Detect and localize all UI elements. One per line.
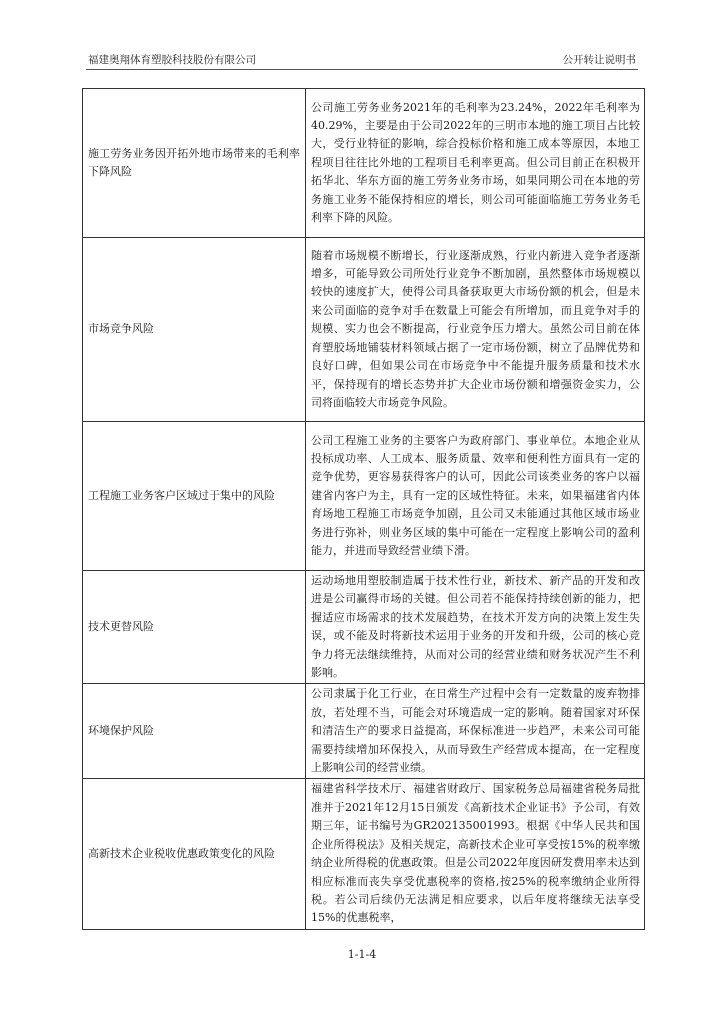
risk-name: 施工劳务业务因开拓外地市场带来的毛利率下降风险: [83, 89, 306, 238]
document-title: 公开转让说明书: [562, 54, 636, 66]
page-number: 1-1-4: [347, 948, 377, 961]
risk-description: 随着市场规模不断增长，行业逐渐成熟，行业内新进入竞争者逐渐增多，可能导致公司所处行业竞争不断加剧，虽然整体市场规模以较快的速度扩大，使得公司具备获取更大市场份额的机会，但是未来公司面临的竞争对手在数量上可能会有所增加，而且竞争对手的规模、实力也会不断提高，行业竞争压力增大。虽然公司目前在体育塑胶场地铺装材料领域占据了一定市场份额，树立了品牌优势和良好口碑，但如果公司在市场竞争中不能提升服务质量和技术水平，保持现有的增长态势并扩大企业市场份额和增强资金实力，公司将面临较大市场竞争风险。: [306, 238, 645, 422]
table-row: [83, 89, 645, 238]
table-row: [83, 684, 645, 779]
risk-factor-table: [82, 88, 645, 930]
table-row: [83, 422, 645, 571]
risk-name: 环境保护风险: [83, 684, 306, 779]
risk-name: 市场竞争风险: [83, 238, 306, 422]
risk-description: 公司隶属于化工行业，在日常生产过程中会有一定数量的废弃物排放，若处理不当，可能会对环境造成一定的影响。随着国家对环保和清洁生产的要求日益提高，环保标准进一步趋严，未来公司可能需要持续增加环保投入，从而导致生产经营成本提高，在一定程度上影响公司的经营业绩。: [306, 684, 645, 779]
table-row: [83, 779, 645, 929]
header-divider: [86, 69, 638, 70]
risk-description: 福建省科学技术厅、福建省财政厅、国家税务总局福建省税务局批准并于2021年12月15日颁发《高新技术企业证书》予公司，有效期三年，证书编号为GR202135001993。根据《中华人民共和国企业所得税法》及相关规定，高新技术企业可享受按15%的税率缴纳企业所得税的优惠政策。但是公司2022年度因研发费用率未达到相应标准而丧失享受优惠税率的资格,按25%的税率缴纳企业所得税。若公司后续仍无法满足相应要求，以后年度将继续无法享受15%的优惠税率，: [306, 779, 645, 929]
risk-description: 公司工程施工业务的主要客户为政府部门、事业单位。本地企业从投标成功率、人工成本、服务质量、效率和便利性方面具有一定的竞争优势，更容易获得客户的认可，因此公司该类业务的客户以福建省内客户为主，具有一定的区域性特征。未来，如果福建省内体育场地工程施工市场竞争加剧，且公司又未能通过其他区域市场业务进行弥补，则业务区域的集中可能在一定程度上影响公司的盈利能力，并进而导致经营业绩下滑。: [306, 422, 645, 571]
table-row: [83, 571, 645, 684]
table-row: [83, 238, 645, 422]
company-name: 福建奥翔体育塑胶科技股份有限公司: [88, 54, 256, 66]
risk-name: 高新技术企业税收优惠政策变化的风险: [83, 779, 306, 929]
risk-description: 运动场地用塑胶制造属于技术性行业，新技术、新产品的开发和改进是公司赢得市场的关键。但公司若不能保持持续创新的能力，把握适应市场需求的技术发展趋势，在技术开发方向的决策上发生失误，或不能及时将新技术运用于业务的开发和升级，公司的核心竞争力将无法继续维持，从而对公司的经营业绩和财务状况产生不利影响。: [306, 571, 645, 684]
risk-description: 公司施工劳务业务2021年的毛利率为23.24%，2022年毛利率为40.29%，主要是由于公司2022年的三明市本地的施工项目占比较大，受行业特征的影响，综合投标价格和施工成本等原因，本地工程项目往往比外地的工程项目毛利率更高。但公司目前正在积极开拓华北、华东方面的施工劳务业务市场，如果同期公司在本地的劳务施工业务不能保持相应的增长，则公司可能面临施工劳务业务毛利率下降的风险。: [306, 89, 645, 238]
risk-name: 技术更替风险: [83, 571, 306, 684]
risk-name: 工程施工业务客户区域过于集中的风险: [83, 422, 306, 571]
page-header: [86, 50, 638, 68]
